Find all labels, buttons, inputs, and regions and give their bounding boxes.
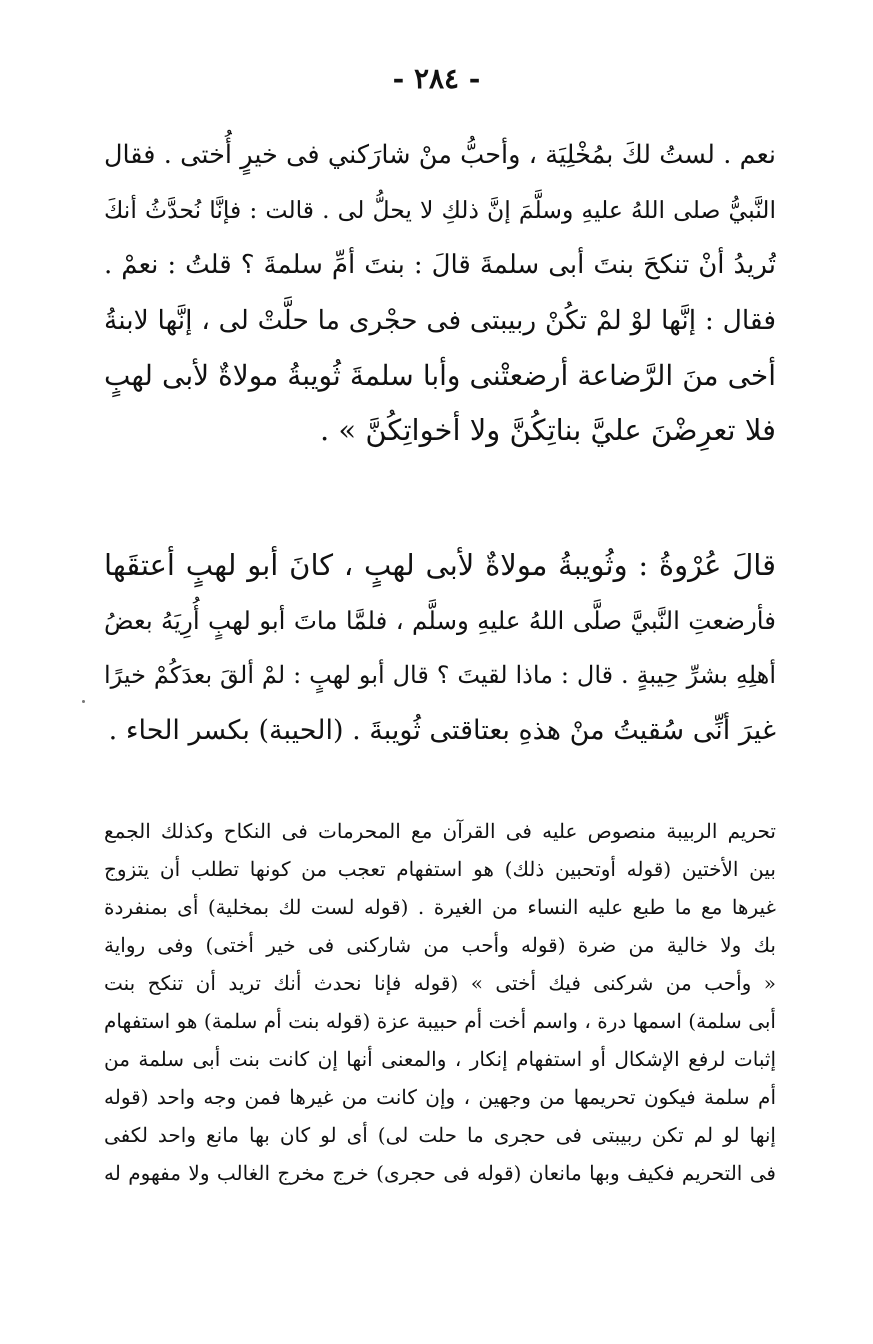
commentary-line: إثبات لرفع الإشكال أو استفهام إنكار ، والمعنى أنها إن كانت بنت أبى سلمة من: [104, 1047, 776, 1071]
text-line: نعم . لستُ لكَ بمُخْلِيَة ، وأحبُّ منْ شارَكني فى خيرٍ أُختى . فقال: [104, 140, 776, 170]
text-line: أخى منَ الرَّضاعة أرضعتْنى وأبا سلمةَ ثُويبةُ مولاةٌ لأبى لهبٍ: [104, 359, 776, 392]
text-line: قالَ عُرْوةُ : وثُويبةُ مولاةٌ لأبى لهبٍ ، كانَ أبو لهبٍ أعتقَها: [104, 548, 776, 582]
text-line: أهلِهِ بشرِّ حِيبةٍ . قال : ماذا لقيتَ ؟ قال أبو لهبٍ : لمْ ألقَ بعدَكُمْ خيرًا: [104, 661, 776, 689]
text-line: غيرَ أنِّى سُقيتُ منْ هذهِ بعتاقتى ثُويبةَ . (الحيبة) بكسر الحاء .: [108, 715, 776, 746]
commentary-line: « وأحب من شركنى فيك أختى » (قوله فإنا نحدث أنك تريد أن تنكح بنت: [104, 971, 776, 995]
commentary-line: تحريم الربيبة منصوص عليه فى القرآن مع المحرمات فى النكاح وكذلك الجمع: [104, 819, 776, 843]
hadith-text-block-2: [104, 538, 776, 758]
text-line: تُريدُ أنْ تنكحَ بنتَ أبى سلمةَ قالَ : بنتَ أمِّ سلمةَ ؟ قلتُ : نعمْ .: [104, 250, 776, 280]
text-line: فأرضعتِ النَّبيَّ صلَّى اللهُ عليهِ وسلَّم ، فلمَّا ماتَ أبو لهبٍ أُرِيَهُ بعضُ: [104, 606, 776, 635]
commentary-line: بك ولا خالية من ضرة (قوله وأحب من شاركنى فى خير أختى) وفى رواية: [104, 933, 776, 957]
commentary-line: فى التحريم فكيف وبها مانعان (قوله فى حجرى) خرج مخرج الغالب ولا مفهوم له: [104, 1161, 776, 1185]
commentary-line: أم سلمة فيكون تحريمها من وجهين ، وإن كانت من غيرها فمن وجه واحد (قوله: [104, 1085, 776, 1109]
page-number: - ٢٨٤ -: [392, 62, 481, 95]
commentary-line: أبى سلمة) اسمها درة ، واسم أخت أم حبيبة عزة (قوله بنت أم سلمة) هو استفهام: [104, 1009, 776, 1033]
commentary-line: إنها لو لم تكن ربيبتى فى حجرى ما حلت لى) أى لو كان بها مانع واحد لكفى: [104, 1123, 776, 1147]
text-line: فقال : إنَّها لوْ لمْ تكُنْ ربيبتى فى حجْرى ما حلَّتْ لى ، إنَّها لابنةُ: [104, 305, 776, 336]
commentary-line: بين الأختين (قوله أوتحبين ذلك) هو استفهام تعجب من كونها تطلب أن يتزوج: [104, 857, 776, 881]
hadith-text-block-1: [104, 128, 776, 458]
text-line: النَّبيُّ صلى اللهُ عليهِ وسلَّمَ إنَّ ذلكِ لا يحلُّ لى . قالت : فإنَّا نُحدَّثُ أنكَ: [104, 196, 776, 224]
commentary-footnote-block: [104, 812, 776, 1192]
print-speck: [82, 700, 85, 703]
text-line: فلا تعرِضْنَ عليَّ بناتِكُنَّ ولا أخواتِكُنَّ » .: [319, 413, 776, 447]
commentary-line: غيرها مع ما طبع عليه النساء من الغيرة . (قوله لست لك بمخلية) أى بمنفردة: [104, 895, 776, 919]
